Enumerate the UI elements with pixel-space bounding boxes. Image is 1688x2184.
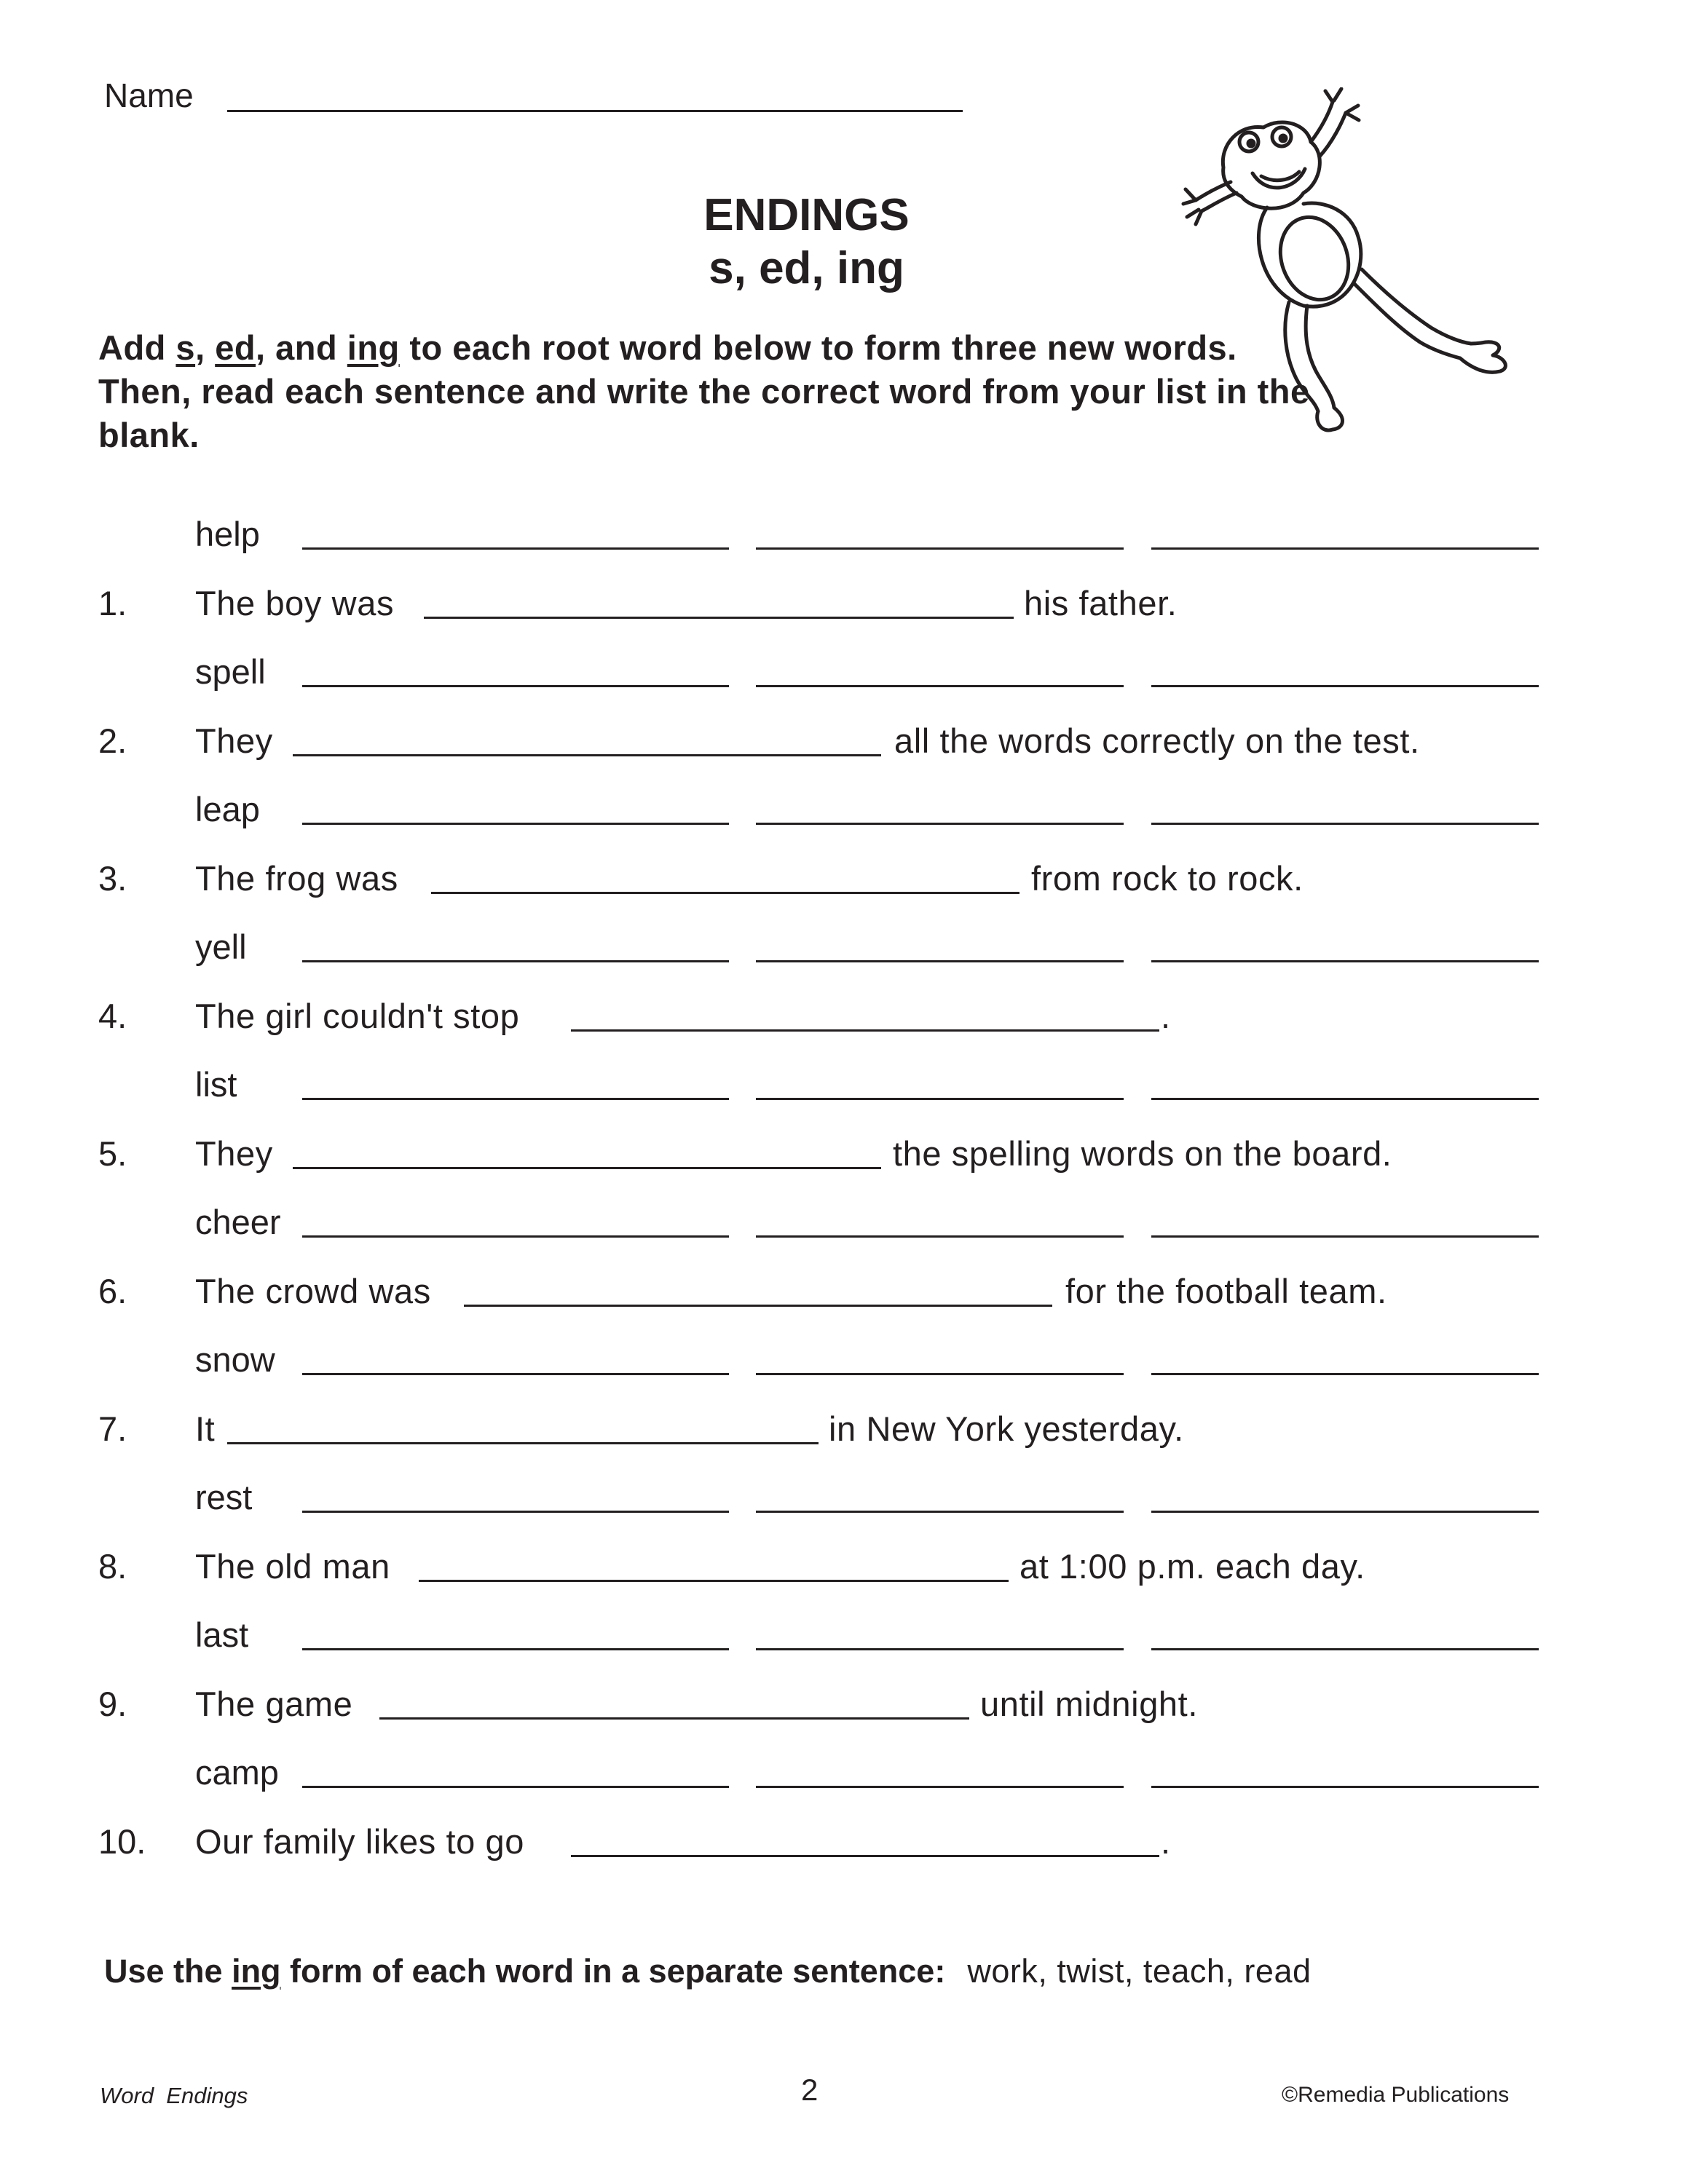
answer-blank-ed[interactable]	[756, 1511, 1124, 1513]
item-number: 5.	[98, 1134, 127, 1173]
answer-blank-ing[interactable]	[1151, 1373, 1539, 1375]
answer-blank-ing[interactable]	[1151, 547, 1539, 550]
answer-blank-ing[interactable]	[1151, 1098, 1539, 1100]
sentence-start: The game	[195, 1685, 353, 1723]
name-label: Name	[104, 76, 194, 114]
answer-blank-ing[interactable]	[1151, 685, 1539, 687]
root-word: camp	[195, 1753, 279, 1792]
sentence-start: They	[195, 721, 273, 760]
sentence-blank[interactable]	[424, 617, 1014, 619]
footer-book-title: Word Endings	[100, 2083, 248, 2108]
sentence-blank[interactable]	[571, 1855, 1159, 1857]
root-word: rest	[195, 1478, 253, 1516]
sentence-start: Our family likes to go	[195, 1822, 525, 1861]
answer-blank-ed[interactable]	[756, 1373, 1124, 1375]
sentence-start: The crowd was	[195, 1272, 431, 1310]
worksheet-subtitle: s, ed, ing	[709, 243, 904, 293]
sentence-end: until midnight.	[980, 1685, 1198, 1723]
extension-words: work, twist, teach, read	[967, 1952, 1312, 1990]
sentence-end: from rock to rock.	[1031, 859, 1304, 898]
answer-blank-ed[interactable]	[756, 1648, 1124, 1650]
answer-blank-ed[interactable]	[756, 823, 1124, 825]
root-word: snow	[195, 1340, 275, 1379]
item-number: 8.	[98, 1547, 127, 1586]
answer-blank-s[interactable]	[302, 1373, 729, 1375]
item-number: 6.	[98, 1272, 127, 1310]
item-number: 10.	[98, 1822, 146, 1861]
answer-blank-s[interactable]	[302, 1786, 729, 1788]
item-number: 3.	[98, 859, 127, 898]
sentence-start: The old man	[195, 1547, 390, 1586]
root-word: help	[195, 515, 260, 553]
item-number: 1.	[98, 584, 127, 622]
root-word: list	[195, 1065, 237, 1104]
sentence-start: The boy was	[195, 584, 395, 622]
item-number: 4.	[98, 997, 127, 1035]
answer-blank-ed[interactable]	[756, 1235, 1124, 1238]
root-word: yell	[195, 927, 247, 966]
sentence-end: all the words correctly on the test.	[894, 721, 1420, 760]
sentence-blank[interactable]	[293, 1167, 881, 1169]
page-number: 2	[801, 2073, 819, 2107]
sentence-end: in New York yesterday.	[829, 1409, 1184, 1448]
item-number: 7.	[98, 1409, 127, 1448]
answer-blank-s[interactable]	[302, 960, 729, 962]
footer-publisher: ©Remedia Publications	[1282, 2083, 1510, 2107]
name-field[interactable]	[227, 110, 963, 112]
sentence-start: The girl couldn't stop	[195, 997, 520, 1035]
answer-blank-ing[interactable]	[1151, 1235, 1539, 1238]
sentence-end: .	[1161, 997, 1171, 1035]
sentence-start: They	[195, 1134, 273, 1173]
answer-blank-s[interactable]	[302, 685, 729, 687]
answer-blank-s[interactable]	[302, 547, 729, 550]
sentence-end: .	[1161, 1822, 1171, 1861]
answer-blank-s[interactable]	[302, 823, 729, 825]
sentence-end: at 1:00 p.m. each day.	[1019, 1547, 1365, 1586]
sentence-end: for the football team.	[1065, 1272, 1387, 1310]
item-number: 2.	[98, 721, 127, 760]
answer-blank-ing[interactable]	[1151, 1786, 1539, 1788]
sentence-blank[interactable]	[419, 1580, 1009, 1582]
sentence-blank[interactable]	[379, 1717, 969, 1720]
root-word: cheer	[195, 1203, 281, 1241]
answer-blank-ed[interactable]	[756, 547, 1124, 550]
sentence-start: It	[195, 1409, 216, 1448]
answer-blank-ing[interactable]	[1151, 960, 1539, 962]
root-word: last	[195, 1615, 249, 1654]
extension-task: Use the ing form of each word in a separate sentence: work, twist, teach, read	[104, 1952, 1312, 1990]
answer-blank-s[interactable]	[302, 1511, 729, 1513]
answer-blank-ed[interactable]	[756, 685, 1124, 687]
sentence-blank[interactable]	[571, 1029, 1159, 1032]
sentence-blank[interactable]	[464, 1305, 1052, 1307]
sentence-blank[interactable]	[431, 892, 1019, 894]
answer-blank-s[interactable]	[302, 1648, 729, 1650]
answer-blank-ing[interactable]	[1151, 1511, 1539, 1513]
root-word: leap	[195, 790, 260, 828]
item-number: 9.	[98, 1685, 127, 1723]
root-word: spell	[195, 652, 266, 691]
sentence-blank[interactable]	[227, 1442, 819, 1444]
answer-blank-ed[interactable]	[756, 960, 1124, 962]
answer-blank-ed[interactable]	[756, 1786, 1124, 1788]
sentence-end: his father.	[1024, 584, 1178, 622]
sentence-start: The frog was	[195, 859, 398, 898]
worksheet-title: ENDINGS	[703, 190, 910, 240]
instructions: Add s, ed, and ing to each root word below to form three new words. Then, read each sentence and write the correct word from your list in the blank.	[98, 328, 1310, 454]
answer-blank-s[interactable]	[302, 1098, 729, 1100]
answer-blank-ing[interactable]	[1151, 1648, 1539, 1650]
answer-blank-s[interactable]	[302, 1235, 729, 1238]
answer-blank-ed[interactable]	[756, 1098, 1124, 1100]
sentence-end: the spelling words on the board.	[893, 1134, 1392, 1173]
sentence-blank[interactable]	[293, 754, 881, 756]
answer-blank-ing[interactable]	[1151, 823, 1539, 825]
